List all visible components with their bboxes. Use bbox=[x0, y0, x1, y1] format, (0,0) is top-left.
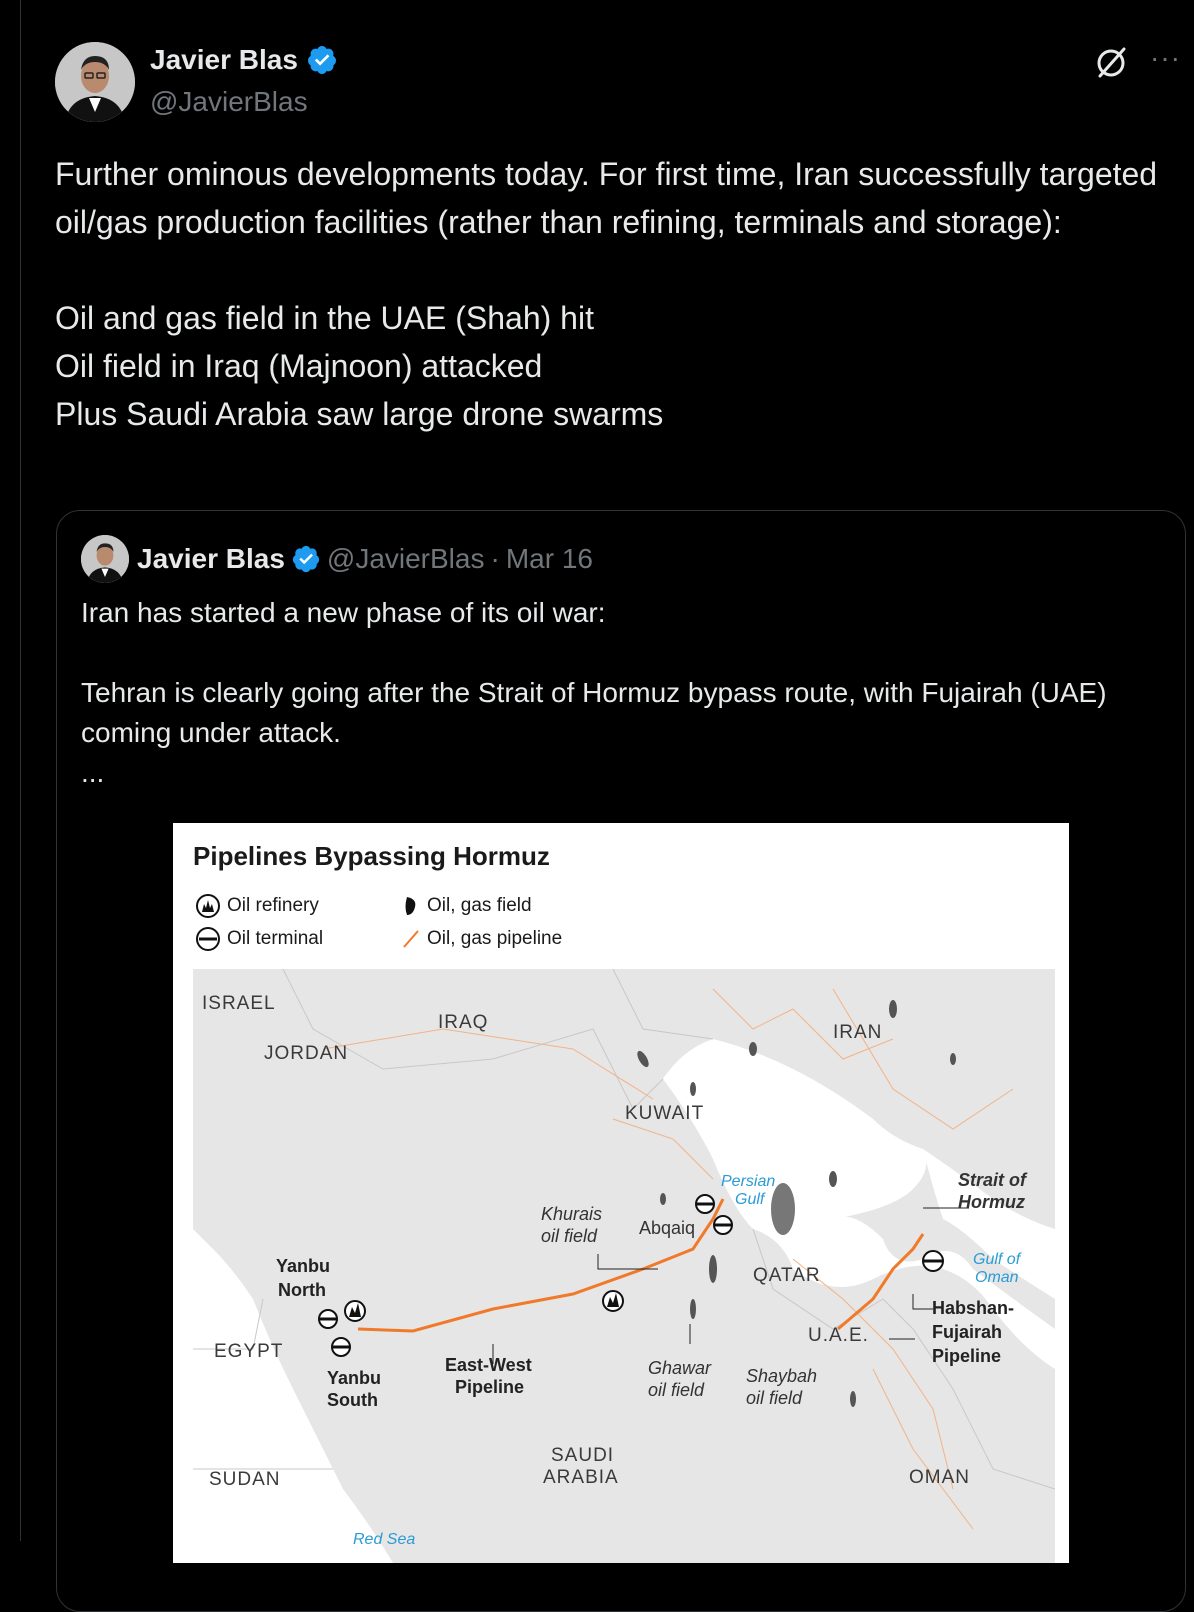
more-options-button[interactable]: ··· bbox=[1150, 42, 1181, 73]
label-iraq: IRAQ bbox=[438, 1012, 489, 1033]
label-shaybah-1: Shaybah bbox=[746, 1366, 818, 1386]
verified-badge-icon bbox=[306, 44, 338, 76]
quote-author-avatar[interactable] bbox=[81, 535, 129, 583]
quote-line: Iran has started a new phase of its oil war: bbox=[81, 597, 606, 628]
tweet-line: Oil field in Iraq (Majnoon) attacked bbox=[55, 348, 543, 384]
label-red-sea: Red Sea bbox=[353, 1531, 416, 1548]
label-oman: OMAN bbox=[909, 1467, 970, 1488]
legend-pipeline: Oil, gas pipeline bbox=[401, 928, 562, 950]
quote-separator: · bbox=[490, 543, 500, 574]
label-yanbu-north-1: Yanbu bbox=[276, 1256, 331, 1276]
tweet-text bbox=[55, 150, 1175, 438]
label-strait-1: Strait of bbox=[958, 1170, 1027, 1190]
map-canvas bbox=[193, 969, 1055, 1563]
label-sudan: SUDAN bbox=[209, 1469, 281, 1490]
label-abqaiq: Abqaiq bbox=[639, 1218, 696, 1238]
quote-text bbox=[81, 593, 1161, 793]
quote-line: Tehran is clearly going after the Strait of Hormuz bypass route, with Fujairah (UAE) coming under attack. bbox=[81, 677, 1107, 748]
legend-terminal: Oil terminal bbox=[195, 926, 323, 952]
label-israel: ISRAEL bbox=[202, 993, 276, 1014]
label-jordan: JORDAN bbox=[264, 1043, 349, 1064]
label-ghawar-1: Ghawar bbox=[648, 1358, 712, 1378]
pipeline-icon bbox=[401, 928, 421, 950]
label-egypt: EGYPT bbox=[214, 1341, 284, 1362]
label-iran: IRAN bbox=[833, 1022, 883, 1043]
map-image[interactable] bbox=[173, 823, 1069, 1563]
label-yanbu-south-1: Yanbu bbox=[327, 1368, 382, 1388]
label-oman-gulf-2: Oman bbox=[975, 1269, 1019, 1286]
label-shaybah-2: oil field bbox=[746, 1388, 803, 1408]
label-yanbu-south-2: South bbox=[327, 1390, 378, 1410]
label-persian-1: Persian bbox=[721, 1173, 776, 1190]
label-hf-1: Habshan- bbox=[932, 1298, 1015, 1318]
label-saudi-2: ARABIA bbox=[543, 1467, 619, 1488]
terminal-icon bbox=[195, 926, 221, 952]
quote-date[interactable]: Mar 16 bbox=[505, 543, 593, 574]
quote-line: ... bbox=[81, 757, 105, 788]
author-name[interactable]: Javier Blas bbox=[150, 44, 298, 75]
quote-header bbox=[137, 543, 593, 575]
field-icon bbox=[401, 895, 421, 917]
tweet-line: Further ominous developments today. For first time, Iran successfully targeted oil/gas production facilities (rather than refining, terminals and storage): bbox=[55, 156, 1158, 240]
label-ew-1: East-West bbox=[445, 1355, 532, 1375]
author-handle[interactable]: @JavierBlas bbox=[150, 86, 308, 117]
label-saudi-1: SAUDI bbox=[551, 1445, 615, 1466]
label-hf-2: Fujairah bbox=[932, 1322, 1003, 1342]
quote-author-name[interactable]: Javier Blas bbox=[137, 543, 285, 574]
tweet-line: Plus Saudi Arabia saw large drone swarms bbox=[55, 396, 664, 432]
label-ghawar-2: oil field bbox=[648, 1380, 705, 1400]
label-hf-3: Pipeline bbox=[932, 1346, 1002, 1366]
label-persian-2: Gulf bbox=[735, 1191, 765, 1208]
label-khurais-1: Khurais bbox=[541, 1204, 603, 1224]
label-strait-2: Hormuz bbox=[958, 1192, 1025, 1212]
quote-author-handle[interactable]: @JavierBlas bbox=[326, 543, 485, 574]
label-khurais-2: oil field bbox=[541, 1226, 598, 1246]
refinery-icon bbox=[195, 893, 221, 919]
label-yanbu-north-2: North bbox=[278, 1280, 326, 1300]
verified-badge-icon bbox=[291, 544, 321, 574]
grok-icon[interactable] bbox=[1092, 44, 1130, 82]
author-name-row[interactable] bbox=[150, 44, 338, 76]
author-avatar[interactable] bbox=[55, 42, 135, 122]
map-title: Pipelines Bypassing Hormuz bbox=[193, 841, 550, 871]
label-qatar: QATAR bbox=[753, 1265, 821, 1286]
timeline-divider bbox=[20, 0, 21, 1541]
legend-field: Oil, gas field bbox=[401, 895, 532, 917]
label-oman-gulf-1: Gulf of bbox=[973, 1251, 1021, 1268]
label-uae: U.A.E. bbox=[808, 1325, 869, 1346]
tweet-line: Oil and gas field in the UAE (Shah) hit bbox=[55, 300, 594, 336]
label-ew-2: Pipeline bbox=[455, 1377, 525, 1397]
quoted-tweet[interactable] bbox=[56, 510, 1186, 1612]
legend-refinery: Oil refinery bbox=[195, 893, 319, 919]
label-kuwait: KUWAIT bbox=[625, 1103, 705, 1124]
